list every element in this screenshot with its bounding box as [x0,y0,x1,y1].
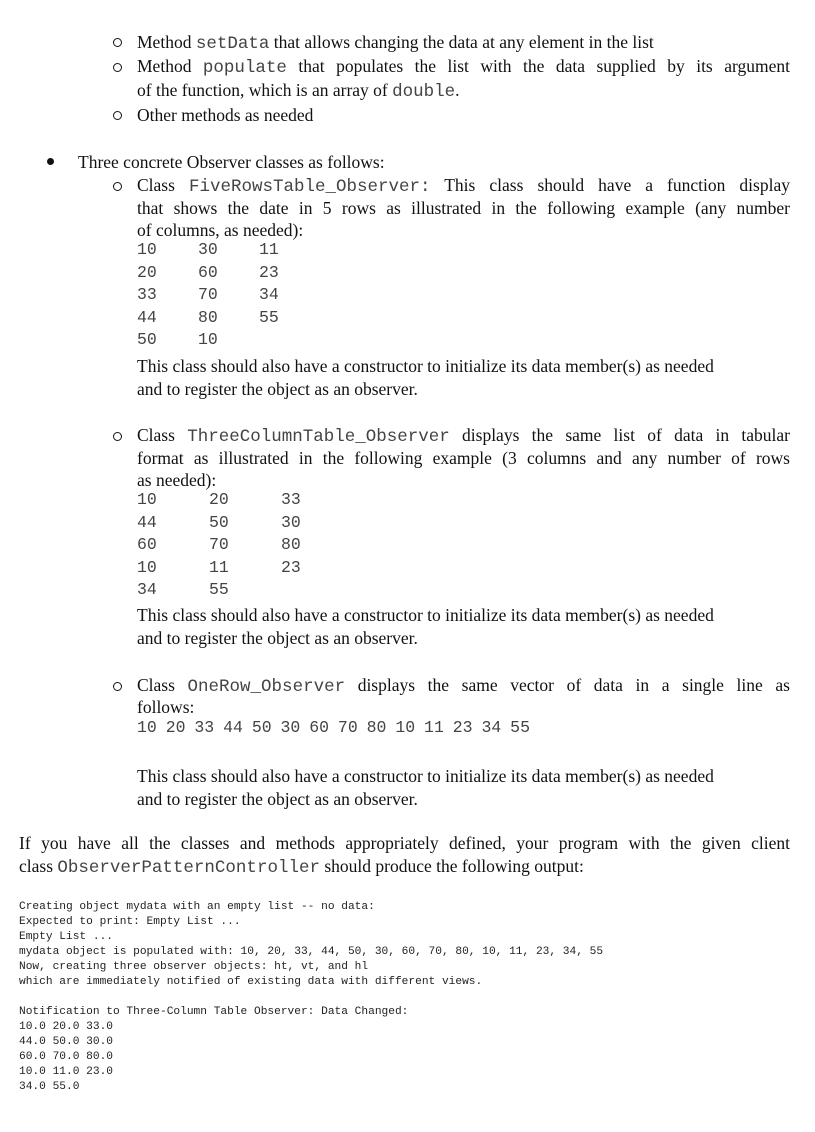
five-rows-row [137,308,299,331]
program-output [19,900,603,1095]
five-rows-row [137,285,299,308]
output-line: Expected to print: Empty List ... [19,916,241,928]
five-rows-cell: 11 [259,240,279,259]
output-line: 34.0 55.0 [19,1081,80,1093]
three-col-cell: 11 [209,557,229,577]
three-col-note-line2: and to register the object as an observer. [137,628,418,648]
output-line: Now, creating three observer objects: ht, vt, and hl [19,961,369,973]
list-item-populate-cont [137,79,460,103]
three-col-cell: 60 [137,535,157,555]
item-text: Method [137,56,203,76]
one-row-line1 [137,674,790,697]
three-col-row [137,490,321,513]
output-line: 44.0 50.0 30.0 [19,1036,113,1048]
three-col-cell: 34 [137,580,157,600]
item-text: Class [137,175,189,195]
five-rows-cell: 50 [137,330,157,350]
three-col-table [137,490,321,603]
item-text: . [455,80,460,100]
closing-line1: If you have all the classes and methods appropriately defined, your program with the given client [19,833,790,853]
three-col-cell: 10 [137,490,157,509]
three-col-cell: 30 [281,512,301,532]
code-double: double [392,82,456,102]
hollow-bullet-icon [113,111,122,120]
one-row-note-line1: This class should also have a constructor to initialize its data member(s) as needed [137,766,714,786]
three-col-row [137,558,321,581]
item-text: that allows changing the data at any element in the list [269,32,654,52]
five-rows-line1 [137,174,790,197]
three-col-line1 [137,424,790,447]
five-rows-cell: 70 [198,285,218,305]
output-line: Empty List ... [19,931,113,943]
three-col-cell: 20 [209,490,229,509]
hollow-bullet-icon [113,38,122,47]
output-line: Creating object mydata with an empty list -- no data: [19,901,375,913]
item-text: displays the same list of data in tabular [449,425,790,445]
output-line: which are immediately notified of existing data with different views. [19,976,483,988]
item-text: Class [137,425,188,445]
output-line: mydata object is populated with: 10, 20, 33, 44, 50, 30, 60, 70, 80, 10, 11, 23, 34, 55 [19,946,604,958]
five-rows-cell: 44 [137,307,157,327]
three-col-cell: 44 [137,512,157,532]
five-rows-note-line1: This class should also have a constructor to initialize its data member(s) as needed [137,356,714,376]
three-col-cell: 70 [209,535,229,555]
item-text: displays the same vector of data in a single line as [345,675,790,695]
code-controller: ObserverPatternController [57,858,320,878]
code-populate: populate [202,58,287,78]
code-setdata: setData [195,34,270,54]
list-item-setdata [137,31,654,55]
five-rows-cell: 34 [259,285,279,305]
three-col-row [137,535,321,558]
five-rows-row [137,330,299,353]
output-line: 10.0 20.0 33.0 [19,1021,113,1033]
five-rows-row [137,240,299,263]
three-col-cell: 33 [281,490,301,509]
five-rows-cell: 33 [137,285,157,305]
hollow-bullet-icon [113,682,122,691]
closing-line2 [19,855,584,879]
five-rows-line2: that shows the date in 5 rows as illustrated in the following example (any number [137,198,790,218]
three-col-row [137,513,321,536]
five-rows-cell [259,330,299,353]
code-threecolumn: ThreeColumnTable_Observer [187,427,450,447]
item-text: Method [137,32,196,52]
five-rows-cell: 60 [198,262,218,282]
three-col-line2: format as illustrated in the following example (3 columns and any number of rows [137,448,790,468]
three-col-row [137,580,321,603]
output-line [19,990,603,1005]
three-col-line3: as needed): [137,470,217,490]
item-text: that populates the list with the data supplied by its argument [286,56,790,76]
list-item-populate [137,55,790,78]
item-text: of the function, which is an array of [137,80,393,100]
three-col-cell: 55 [209,580,229,600]
three-col-cell: 10 [137,557,157,577]
list-item-other: Other methods as needed [137,105,314,125]
five-rows-cell: 10 [137,240,157,259]
item-text: Class [137,675,188,695]
item-text: This class should have a function display [430,175,790,195]
five-rows-line3: of columns, as needed): [137,220,304,240]
output-line: 60.0 70.0 80.0 [19,1051,113,1063]
five-rows-cell: 55 [259,307,279,327]
output-line: Notification to Three-Column Table Observer: Data Changed: [19,1006,409,1018]
five-rows-cell: 10 [198,330,218,350]
three-col-cell: 50 [209,512,229,532]
five-rows-row [137,263,299,286]
one-row-note-line2: and to register the object as an observer. [137,789,418,809]
hollow-bullet-icon [113,63,122,72]
item-text: should produce the following output: [319,856,584,876]
three-col-cell: 80 [281,535,301,555]
three-col-cell [281,580,321,603]
five-rows-cell: 80 [198,307,218,327]
hollow-bullet-icon [113,182,122,191]
five-rows-cell: 20 [137,262,157,282]
code-fiverows: FiveRowsTable_Observer: [188,177,431,197]
five-rows-cell: 23 [259,262,279,282]
five-rows-note-line2: and to register the object as an observer. [137,379,418,399]
solid-bullet-icon [47,158,54,165]
code-onerow: OneRow_Observer [187,677,346,697]
item-text: class [19,856,58,876]
five-rows-cell: 30 [198,240,218,259]
one-row-line2: follows: [137,697,195,717]
hollow-bullet-icon [113,432,122,441]
output-line: 10.0 11.0 23.0 [19,1066,113,1078]
one-row-values: 10 20 33 44 50 30 60 70 80 10 11 23 34 55 [137,718,530,737]
three-col-cell: 23 [281,557,301,577]
three-col-note-line1: This class should also have a constructor to initialize its data member(s) as needed [137,605,714,625]
five-rows-table [137,240,299,353]
observers-heading: Three concrete Observer classes as follows: [78,152,385,172]
